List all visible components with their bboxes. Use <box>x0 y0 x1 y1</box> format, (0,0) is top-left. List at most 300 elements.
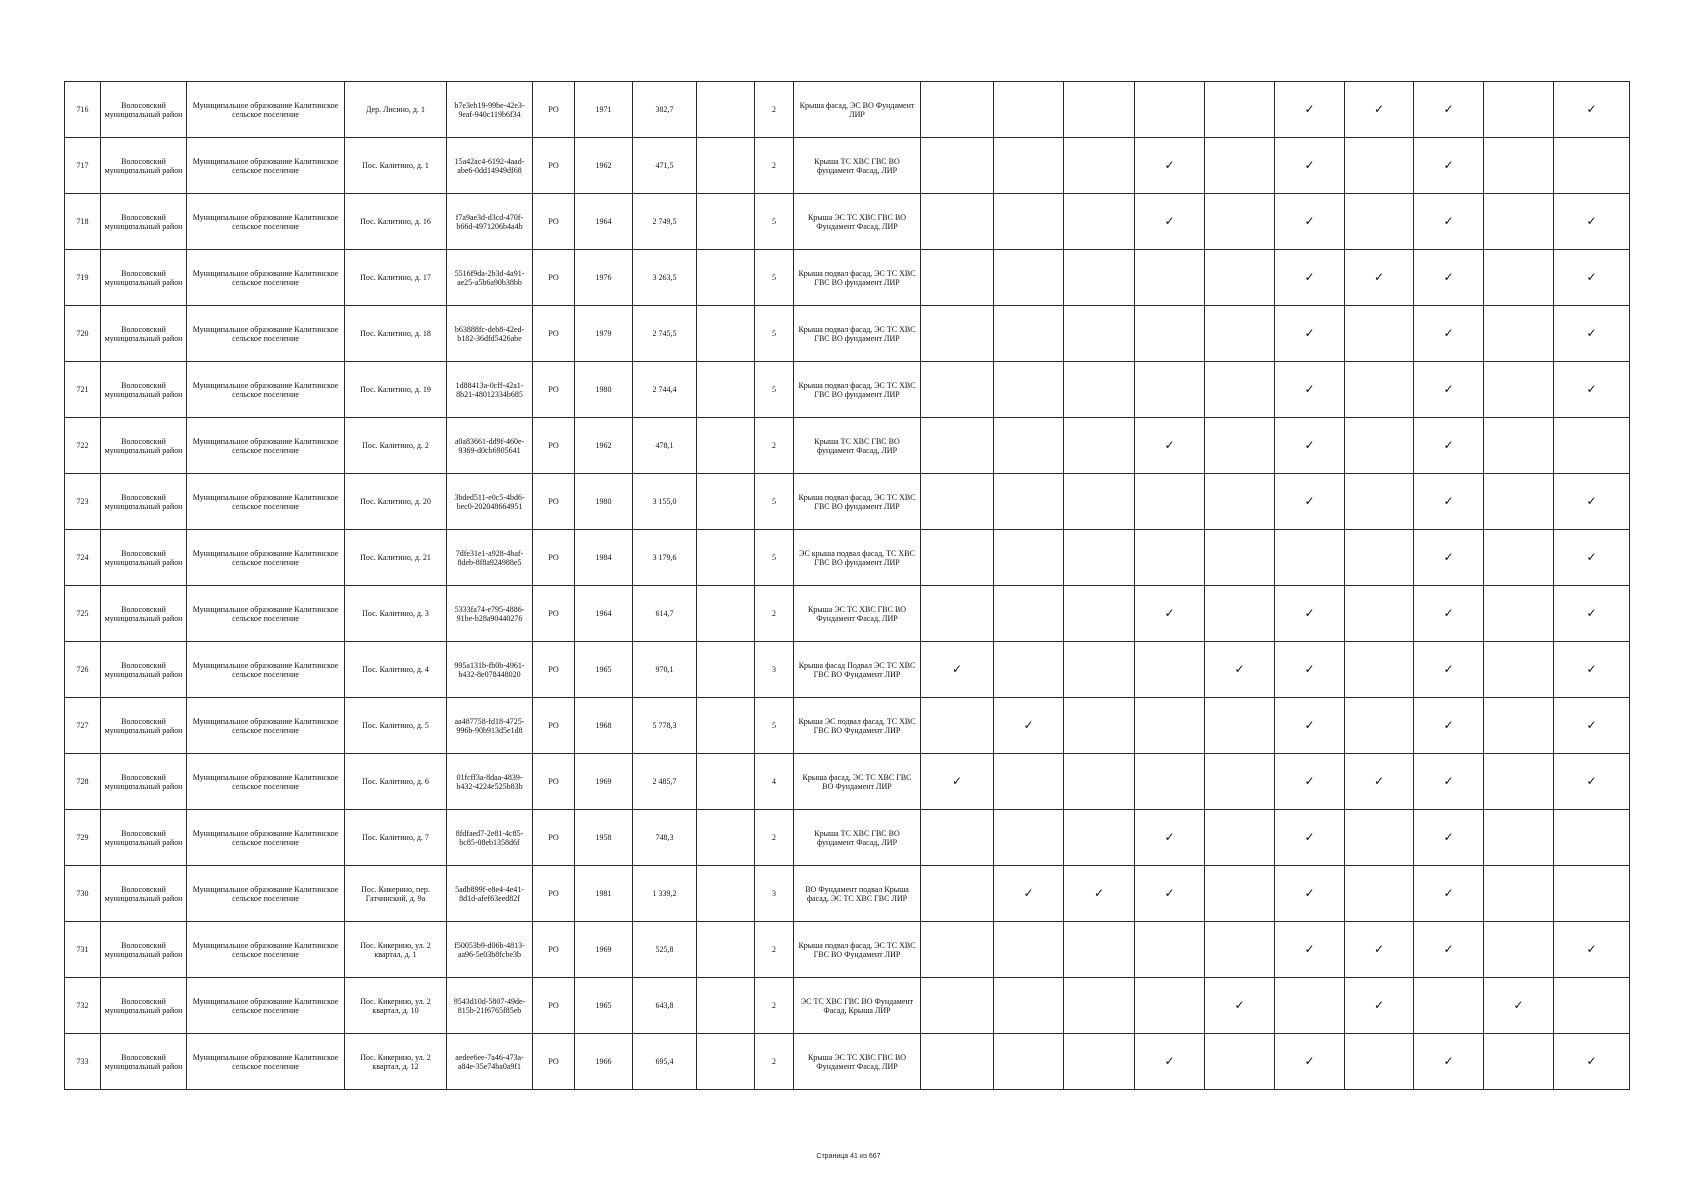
work-check-cell <box>1484 978 1554 1034</box>
municipality-cell: Муниципальное образование Калитинское сельское поселение <box>187 1034 345 1090</box>
year-cell: 1962 <box>575 418 633 474</box>
work-check-cell <box>1484 418 1554 474</box>
check-mark-icon: ✓ <box>1373 774 1385 788</box>
table-row <box>65 250 1630 306</box>
work-check-cell <box>1205 474 1275 530</box>
check-mark-icon: ✓ <box>1443 774 1454 788</box>
year-cell: 1966 <box>575 1034 633 1090</box>
work-check-cell <box>994 194 1064 250</box>
work-check-cell <box>1484 810 1554 866</box>
area-cell: 525,8 <box>633 922 697 978</box>
work-check-cell <box>1554 418 1630 474</box>
floors-cell: 2 <box>755 922 794 978</box>
work-check-cell <box>1205 810 1275 866</box>
work-check-cell <box>1554 810 1630 866</box>
address-cell: Пос. Калитино, д. 3 <box>345 586 447 642</box>
area-cell: 2 485,7 <box>633 754 697 810</box>
floors-cell: 5 <box>755 698 794 754</box>
row-number-cell: 722 <box>65 418 101 474</box>
work-check-cell <box>1345 194 1414 250</box>
year-cell: 1981 <box>575 866 633 922</box>
year-cell: 1976 <box>575 250 633 306</box>
work-check-cell <box>994 922 1064 978</box>
work-check-cell <box>994 1034 1064 1090</box>
work-check-cell <box>921 362 994 418</box>
works-cell: Крыша ТС ХВС ГВС ВО фундамент Фасад, ЛИР <box>794 810 921 866</box>
empty-cell <box>697 810 755 866</box>
work-check-cell <box>1345 754 1414 810</box>
check-mark-icon: ✓ <box>1443 438 1454 452</box>
work-check-cell <box>1554 586 1630 642</box>
work-check-cell <box>1554 530 1630 586</box>
works-cell: Крыша ЭС ТС ХВС ГВС ВО Фундамент Фасад, ЛИР <box>794 1034 921 1090</box>
work-check-cell <box>921 754 994 810</box>
guid-cell: 7dfe31e1-a928-4baf-8deb-8f8a924988e5 <box>447 530 533 586</box>
work-check-cell <box>921 250 994 306</box>
district-cell: Волосовский муниципальный район <box>101 1034 187 1090</box>
check-mark-icon: ✓ <box>1586 774 1597 788</box>
work-check-cell <box>1345 250 1414 306</box>
work-check-cell <box>1484 866 1554 922</box>
work-check-cell <box>1554 922 1630 978</box>
work-check-cell <box>994 362 1064 418</box>
work-check-cell <box>1484 698 1554 754</box>
work-check-cell <box>1414 754 1484 810</box>
works-cell: Крыша ЭС подвал фасад, ТС ХВС ГВС ВО Фундамент ЛИР <box>794 698 921 754</box>
district-cell: Волосовский муниципальный район <box>101 138 187 194</box>
table-row <box>65 866 1630 922</box>
district-cell: Волосовский муниципальный район <box>101 362 187 418</box>
work-check-cell <box>1484 82 1554 138</box>
work-check-cell <box>921 586 994 642</box>
work-check-cell <box>921 82 994 138</box>
work-check-cell <box>1345 810 1414 866</box>
check-mark-icon: ✓ <box>1304 830 1315 844</box>
work-check-cell <box>1205 698 1275 754</box>
floors-cell: 2 <box>755 82 794 138</box>
work-check-cell <box>1275 418 1345 474</box>
work-check-cell <box>1484 586 1554 642</box>
work-check-cell <box>1135 474 1205 530</box>
type-cell: РО <box>533 82 575 138</box>
floors-cell: 3 <box>755 642 794 698</box>
check-mark-icon: ✓ <box>1304 662 1315 676</box>
empty-cell <box>697 586 755 642</box>
work-check-cell <box>1414 194 1484 250</box>
work-check-cell <box>1345 82 1414 138</box>
year-cell: 1969 <box>575 922 633 978</box>
work-check-cell <box>1275 922 1345 978</box>
address-cell: Пос. Калитино, д. 7 <box>345 810 447 866</box>
check-mark-icon: ✓ <box>1586 270 1597 284</box>
empty-cell <box>697 194 755 250</box>
work-check-cell <box>1135 586 1205 642</box>
district-cell: Волосовский муниципальный район <box>101 586 187 642</box>
work-check-cell <box>1064 642 1135 698</box>
work-check-cell <box>1414 82 1484 138</box>
area-cell: 478,1 <box>633 418 697 474</box>
check-mark-icon: ✓ <box>1304 774 1315 788</box>
row-number-cell: 723 <box>65 474 101 530</box>
year-cell: 1980 <box>575 362 633 418</box>
work-check-cell <box>1205 138 1275 194</box>
guid-cell: f50053b9-d06b-4813-aa96-5e03b8fcbe3b <box>447 922 533 978</box>
work-check-cell <box>1064 250 1135 306</box>
work-check-cell <box>1205 82 1275 138</box>
row-number-cell: 728 <box>65 754 101 810</box>
work-check-cell <box>994 642 1064 698</box>
address-cell: Пос. Кикерино, ул. 2 квартал, д. 1 <box>345 922 447 978</box>
address-cell: Пос. Калитино, д. 16 <box>345 194 447 250</box>
work-check-cell <box>1414 306 1484 362</box>
works-cell: Крыша подвал фасад, ЭС ТС ХВС ГВС ВО фундамент ЛИР <box>794 250 921 306</box>
row-number-cell: 719 <box>65 250 101 306</box>
work-check-cell <box>1064 530 1135 586</box>
work-check-cell <box>1135 194 1205 250</box>
year-cell: 1971 <box>575 82 633 138</box>
work-check-cell <box>1064 362 1135 418</box>
check-mark-icon: ✓ <box>1304 102 1315 116</box>
table-row <box>65 82 1630 138</box>
work-check-cell <box>1345 922 1414 978</box>
table-row <box>65 362 1630 418</box>
district-cell: Волосовский муниципальный район <box>101 978 187 1034</box>
address-cell: Пос. Калитино, д. 1 <box>345 138 447 194</box>
empty-cell <box>697 418 755 474</box>
empty-cell <box>697 642 755 698</box>
municipality-cell: Муниципальное образование Калитинское сельское поселение <box>187 194 345 250</box>
table-row <box>65 1034 1630 1090</box>
work-check-cell <box>1135 362 1205 418</box>
check-mark-icon: ✓ <box>1164 886 1175 900</box>
work-check-cell <box>1275 586 1345 642</box>
check-mark-icon: ✓ <box>1023 886 1034 900</box>
work-check-cell <box>994 866 1064 922</box>
work-check-cell <box>1554 82 1630 138</box>
check-mark-icon: ✓ <box>1443 214 1454 228</box>
work-check-cell <box>1484 530 1554 586</box>
guid-cell: a0a83661-dd9f-460e-9369-d0cb6905641 <box>447 418 533 474</box>
municipality-cell: Муниципальное образование Калитинское сельское поселение <box>187 306 345 362</box>
work-check-cell <box>1554 250 1630 306</box>
check-mark-icon: ✓ <box>1304 438 1315 452</box>
row-number-cell: 721 <box>65 362 101 418</box>
work-check-cell <box>1275 474 1345 530</box>
area-cell: 3 179,6 <box>633 530 697 586</box>
empty-cell <box>697 866 755 922</box>
work-check-cell <box>1414 866 1484 922</box>
work-check-cell <box>1275 530 1345 586</box>
municipality-cell: Муниципальное образование Калитинское сельское поселение <box>187 250 345 306</box>
table-row <box>65 530 1630 586</box>
work-check-cell <box>921 866 994 922</box>
check-mark-icon: ✓ <box>1586 382 1597 396</box>
check-mark-icon: ✓ <box>1443 830 1454 844</box>
work-check-cell <box>1205 586 1275 642</box>
work-check-cell <box>1064 474 1135 530</box>
work-check-cell <box>1484 474 1554 530</box>
district-cell: Волосовский муниципальный район <box>101 866 187 922</box>
row-number-cell: 717 <box>65 138 101 194</box>
district-cell: Волосовский муниципальный район <box>101 530 187 586</box>
guid-cell: aa487758-fd18-4725-996b-90b913d5e1d8 <box>447 698 533 754</box>
work-check-cell <box>1554 194 1630 250</box>
district-cell: Волосовский муниципальный район <box>101 250 187 306</box>
work-check-cell <box>1345 978 1414 1034</box>
table-row <box>65 810 1630 866</box>
work-check-cell <box>1064 194 1135 250</box>
area-cell: 3 155,0 <box>633 474 697 530</box>
check-mark-icon: ✓ <box>1443 158 1454 172</box>
work-check-cell <box>1275 138 1345 194</box>
work-check-cell <box>1484 922 1554 978</box>
work-check-cell <box>994 810 1064 866</box>
address-cell: Пос. Калитино, д. 21 <box>345 530 447 586</box>
check-mark-icon: ✓ <box>1443 886 1454 900</box>
works-cell: Крыша ЭС ТС ХВС ГВС ВО Фундамент Фасад, ЛИР <box>794 586 921 642</box>
work-check-cell <box>1484 250 1554 306</box>
work-check-cell <box>1135 418 1205 474</box>
check-mark-icon: ✓ <box>1586 1054 1597 1068</box>
work-check-cell <box>1484 642 1554 698</box>
floors-cell: 5 <box>755 306 794 362</box>
guid-cell: b63888fc-deb8-42ed-b182-36dfd5426abe <box>447 306 533 362</box>
empty-cell <box>697 698 755 754</box>
work-check-cell <box>1484 1034 1554 1090</box>
year-cell: 1980 <box>575 474 633 530</box>
guid-cell: 15a42ac4-6192-4aad-abe6-0dd14949df68 <box>447 138 533 194</box>
year-cell: 1965 <box>575 978 633 1034</box>
row-number-cell: 732 <box>65 978 101 1034</box>
work-check-cell <box>1135 250 1205 306</box>
year-cell: 1979 <box>575 306 633 362</box>
table-row <box>65 194 1630 250</box>
work-check-cell <box>1345 530 1414 586</box>
work-check-cell <box>921 194 994 250</box>
work-check-cell <box>1205 418 1275 474</box>
work-check-cell <box>994 754 1064 810</box>
address-cell: Пос. Кикерино, ул. 2 квартал, д. 10 <box>345 978 447 1034</box>
area-cell: 3 263,5 <box>633 250 697 306</box>
work-check-cell <box>1064 586 1135 642</box>
row-number-cell: 730 <box>65 866 101 922</box>
work-check-cell <box>921 642 994 698</box>
guid-cell: 5333fa74-e795-4886-91be-b28a90440276 <box>447 586 533 642</box>
work-check-cell <box>1414 1034 1484 1090</box>
check-mark-icon: ✓ <box>1586 494 1597 508</box>
check-mark-icon: ✓ <box>1234 998 1245 1012</box>
work-check-cell <box>1414 698 1484 754</box>
check-mark-icon: ✓ <box>1443 102 1454 116</box>
work-check-cell <box>921 978 994 1034</box>
work-check-cell <box>1064 1034 1135 1090</box>
work-check-cell <box>1345 866 1414 922</box>
work-check-cell <box>921 418 994 474</box>
guid-cell: 995a131b-fb0b-4961-b432-8e078448020 <box>447 642 533 698</box>
address-cell: Дер. Лисино, д. 1 <box>345 82 447 138</box>
district-cell: Волосовский муниципальный район <box>101 642 187 698</box>
row-number-cell: 720 <box>65 306 101 362</box>
check-mark-icon: ✓ <box>951 774 963 788</box>
area-cell: 2 749,5 <box>633 194 697 250</box>
check-mark-icon: ✓ <box>1304 494 1315 508</box>
work-check-cell <box>1064 922 1135 978</box>
district-cell: Волосовский муниципальный район <box>101 810 187 866</box>
work-check-cell <box>994 250 1064 306</box>
row-number-cell: 726 <box>65 642 101 698</box>
floors-cell: 5 <box>755 474 794 530</box>
address-cell: Пос. Калитино, д. 5 <box>345 698 447 754</box>
work-check-cell <box>1484 754 1554 810</box>
works-cell: ЭС ТС ХВС ГВС ВО Фундамент Фасад, Крыша ЛИР <box>794 978 921 1034</box>
check-mark-icon: ✓ <box>1304 606 1315 620</box>
table-row <box>65 306 1630 362</box>
empty-cell <box>697 306 755 362</box>
work-check-cell <box>1554 362 1630 418</box>
guid-cell: 01fcff3a-8daa-4839-b432-4224e525b83b <box>447 754 533 810</box>
area-cell: 970,1 <box>633 642 697 698</box>
work-check-cell <box>1345 1034 1414 1090</box>
table-row <box>65 642 1630 698</box>
check-mark-icon: ✓ <box>1586 326 1597 340</box>
address-cell: Пос. Кикерино, ул. 2 квартал, д. 12 <box>345 1034 447 1090</box>
row-number-cell: 731 <box>65 922 101 978</box>
work-check-cell <box>1275 810 1345 866</box>
work-check-cell <box>1414 642 1484 698</box>
floors-cell: 2 <box>755 810 794 866</box>
check-mark-icon: ✓ <box>1304 1054 1315 1068</box>
work-check-cell <box>994 698 1064 754</box>
check-mark-icon: ✓ <box>1586 102 1597 116</box>
work-check-cell <box>1554 642 1630 698</box>
work-check-cell <box>1275 866 1345 922</box>
works-cell: Крыша фасад Подвал ЭС ТС ХВС ГВС ВО Фундамент ЛИР <box>794 642 921 698</box>
check-mark-icon: ✓ <box>1304 382 1315 396</box>
work-check-cell <box>1275 194 1345 250</box>
work-check-cell <box>1135 754 1205 810</box>
empty-cell <box>697 978 755 1034</box>
work-check-cell <box>1064 82 1135 138</box>
work-check-cell <box>1275 1034 1345 1090</box>
check-mark-icon: ✓ <box>1586 942 1597 956</box>
work-check-cell <box>994 586 1064 642</box>
table-row <box>65 698 1630 754</box>
work-check-cell <box>921 1034 994 1090</box>
area-cell: 643,8 <box>633 978 697 1034</box>
area-cell: 5 778,3 <box>633 698 697 754</box>
guid-cell: 8fdfaed7-2e81-4c85-bc85-08eb1358d6f <box>447 810 533 866</box>
check-mark-icon: ✓ <box>1443 550 1454 564</box>
work-check-cell <box>1275 250 1345 306</box>
empty-cell <box>697 530 755 586</box>
work-check-cell <box>1205 250 1275 306</box>
work-check-cell <box>994 530 1064 586</box>
guid-cell: 5adb899f-e8e4-4e41-8d1d-afef63eed82f <box>447 866 533 922</box>
work-check-cell <box>994 138 1064 194</box>
municipality-cell: Муниципальное образование Калитинское сельское поселение <box>187 474 345 530</box>
works-cell: ВО Фундамент подвал Крыша фасад, ЭС ТС ХВС ГВС ЛИР <box>794 866 921 922</box>
address-cell: Пос. Калитино, д. 18 <box>345 306 447 362</box>
address-cell: Пос. Калитино, д. 6 <box>345 754 447 810</box>
check-mark-icon: ✓ <box>1443 662 1454 676</box>
check-mark-icon: ✓ <box>1513 998 1524 1012</box>
housing-register-table <box>64 81 1630 1090</box>
works-cell: Крыша ТС ХВС ГВС ВО фундамент Фасад, ЛИР <box>794 138 921 194</box>
check-mark-icon: ✓ <box>1443 718 1454 732</box>
type-cell: РО <box>533 250 575 306</box>
guid-cell: 5516f9da-2b3d-4a91-ae25-a5b6a90b38bb <box>447 250 533 306</box>
area-cell: 2 745,5 <box>633 306 697 362</box>
check-mark-icon: ✓ <box>1304 158 1315 172</box>
work-check-cell <box>1414 922 1484 978</box>
work-check-cell <box>921 810 994 866</box>
floors-cell: 2 <box>755 418 794 474</box>
works-cell: Крыша подвал фасад, ЭС ТС ХВС ГВС ВО фундамент ЛИР <box>794 474 921 530</box>
check-mark-icon: ✓ <box>1586 718 1597 732</box>
check-mark-icon: ✓ <box>1443 326 1454 340</box>
guid-cell: 3bded511-e0c5-4bd6-bec0-202048664951 <box>447 474 533 530</box>
floors-cell: 2 <box>755 138 794 194</box>
year-cell: 1969 <box>575 754 633 810</box>
work-check-cell <box>921 474 994 530</box>
work-check-cell <box>1064 138 1135 194</box>
work-check-cell <box>1275 306 1345 362</box>
work-check-cell <box>1414 586 1484 642</box>
type-cell: РО <box>533 1034 575 1090</box>
row-number-cell: 733 <box>65 1034 101 1090</box>
check-mark-icon: ✓ <box>1304 326 1315 340</box>
municipality-cell: Муниципальное образование Калитинское сельское поселение <box>187 530 345 586</box>
empty-cell <box>697 138 755 194</box>
empty-cell <box>697 1034 755 1090</box>
type-cell: РО <box>533 922 575 978</box>
empty-cell <box>697 754 755 810</box>
type-cell: РО <box>533 418 575 474</box>
work-check-cell <box>1484 194 1554 250</box>
check-mark-icon: ✓ <box>1234 662 1245 676</box>
check-mark-icon: ✓ <box>1304 886 1315 900</box>
work-check-cell <box>1135 810 1205 866</box>
check-mark-icon: ✓ <box>1304 270 1315 284</box>
work-check-cell <box>994 978 1064 1034</box>
municipality-cell: Муниципальное образование Калитинское сельское поселение <box>187 810 345 866</box>
work-check-cell <box>1064 698 1135 754</box>
work-check-cell <box>1345 138 1414 194</box>
work-check-cell <box>1135 642 1205 698</box>
type-cell: РО <box>533 306 575 362</box>
work-check-cell <box>1205 362 1275 418</box>
work-check-cell <box>1064 810 1135 866</box>
floors-cell: 5 <box>755 250 794 306</box>
work-check-cell <box>921 698 994 754</box>
year-cell: 1984 <box>575 530 633 586</box>
district-cell: Волосовский муниципальный район <box>101 418 187 474</box>
district-cell: Волосовский муниципальный район <box>101 698 187 754</box>
area-cell: 382,7 <box>633 82 697 138</box>
year-cell: 1964 <box>575 586 633 642</box>
work-check-cell <box>1135 530 1205 586</box>
year-cell: 1968 <box>575 698 633 754</box>
empty-cell <box>697 474 755 530</box>
work-check-cell <box>1275 82 1345 138</box>
address-cell: Пос. Калитино, д. 17 <box>345 250 447 306</box>
floors-cell: 5 <box>755 362 794 418</box>
work-check-cell <box>1554 698 1630 754</box>
work-check-cell <box>1135 1034 1205 1090</box>
type-cell: РО <box>533 530 575 586</box>
works-cell: Крыша подвал фасад, ЭС ТС ХВС ГВС ВО фундамент ЛИР <box>794 362 921 418</box>
check-mark-icon: ✓ <box>1164 158 1175 172</box>
